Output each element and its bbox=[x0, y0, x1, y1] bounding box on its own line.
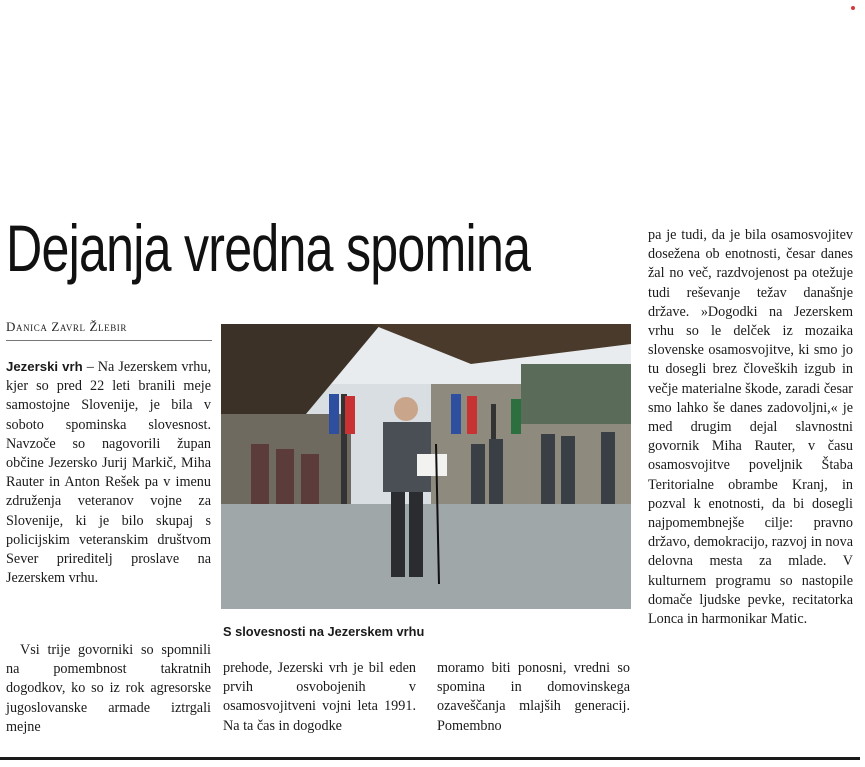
column-4 bbox=[648, 226, 853, 629]
paragraph-2: Vsi trije govorniki so spomnili na pomembnost takratnih dogodkov, ko so iz rok agresorske jugoslovanske armade iztrgali mejne bbox=[6, 642, 211, 735]
byline: Danica Zavrl Žlebir bbox=[6, 319, 128, 334]
lead-place: Jezerski vrh bbox=[6, 359, 83, 374]
event-photo bbox=[221, 324, 631, 609]
headline: Dejanja vredna spomina bbox=[6, 211, 531, 285]
event-photo-illustration bbox=[221, 324, 631, 609]
paragraph-1 bbox=[6, 357, 211, 588]
column-1-continued bbox=[6, 641, 211, 737]
paragraph-1-text: – Na Jezerskem vrhu, kjer so pred 22 leti branili meje samostojne Slovenije, je bila v soboto spominska slovesnost. Navzoče so nagovorili župan občine Jezersko Jurij Markič, Miha Rauter in Anton Rešek pa v imenu združenja veteranov vojne za Slovenije, ki je bilo skupaj s policijskim veteranskim društvom Sever prireditelj proslave na Jezerskem vrhu. bbox=[6, 359, 211, 587]
corner-mark bbox=[851, 6, 855, 10]
column-2-text: prehode, Jezerski vrh je bil eden prvih osvobojenih v osamosvojitveni vojni leta 1991. Na ta čas in dogodke bbox=[223, 660, 416, 734]
column-3 bbox=[437, 659, 630, 736]
photo-caption: S slovesnosti na Jezerskem vrhu bbox=[223, 624, 425, 639]
byline-rule bbox=[6, 340, 212, 341]
column-3-text: moramo biti ponosni, vredni so spomina in domovinskega ozaveščanja mlajših generacij. Pomembno bbox=[437, 660, 630, 734]
bottom-rule bbox=[0, 757, 860, 760]
column-4-text: pa je tudi, da je bila osamosvojitev dosežena ob enotnosti, česar danes žal no več, razdvojenost pa otežuje tudi reševanje težav današnje države. »Dogodki na Jezerskem vrhu so le delček iz mozaika slovenske osamosvojitve, ki smo jo tu dosegli brez človeških izgub in večje materialne škode, zaradi česar smo lahko še danes zadovoljni,« je med drugim dejal slavnostni govornik Miha Rauter, v času osamosvojitve poveljnik Štaba Teritorialne obrambe Kranj, in pozval k enotnosti, da bi dosegli najpomembnejše cilje: pravno državo, demokracijo, razvoj in nova delovna mesta za mlade. V kulturnem programu so nastopile domače ljudske pevke, recitatorka Lonca in harmonikar Matic. bbox=[648, 227, 853, 628]
column-1 bbox=[6, 357, 211, 588]
column-2 bbox=[223, 659, 416, 736]
